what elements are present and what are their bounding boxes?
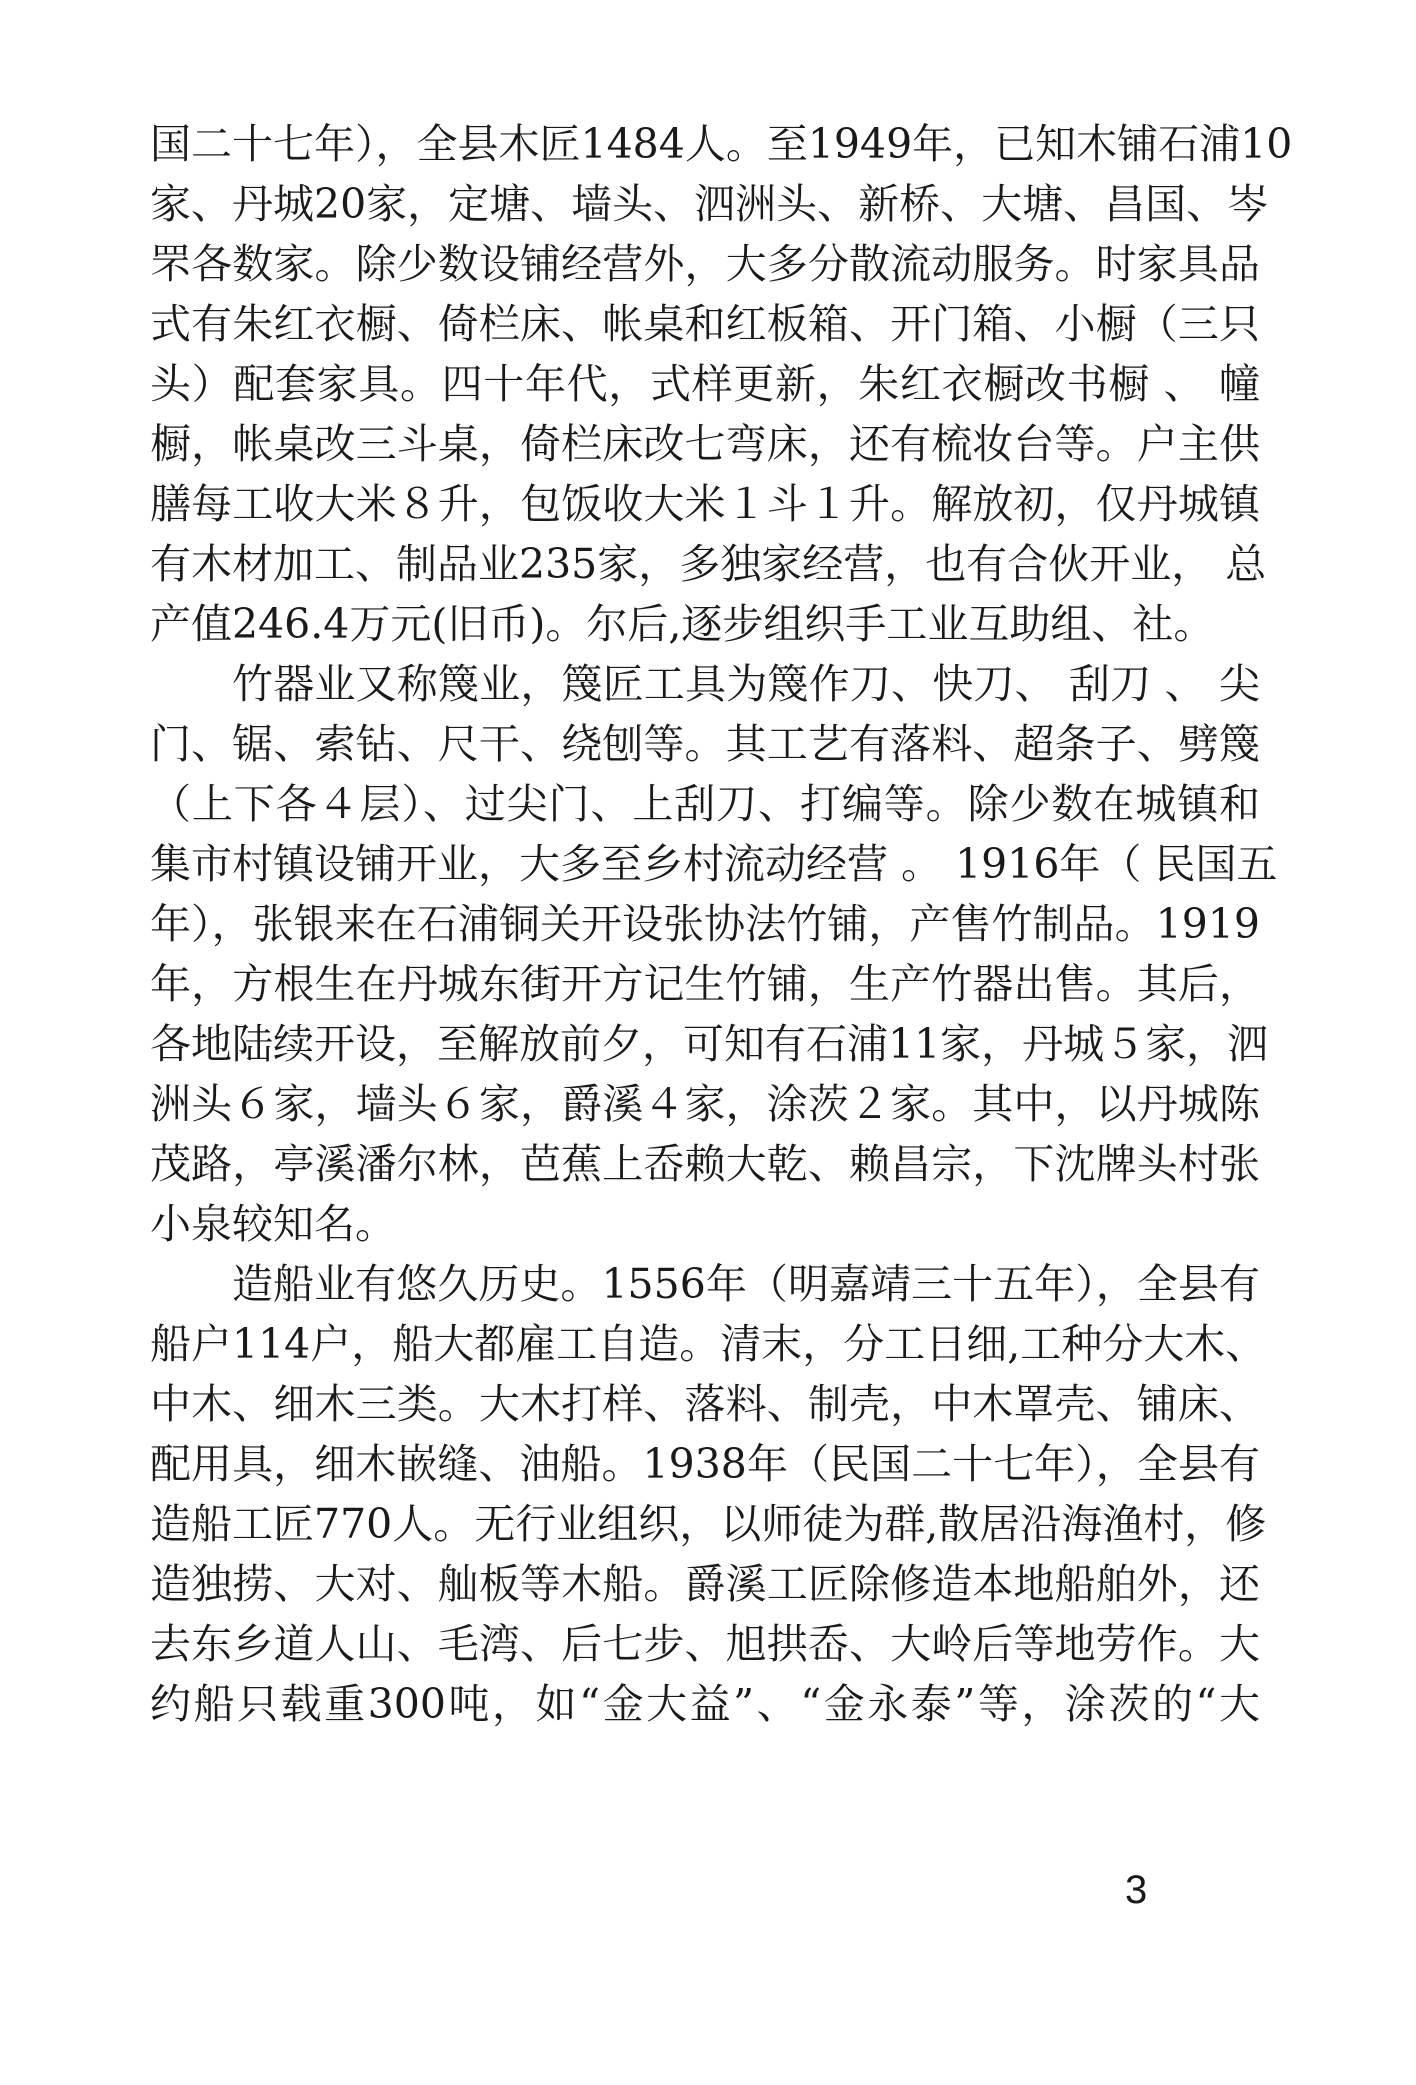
text-line: 约船只载重300吨，如“金大益”、“金永泰”等，涂茨的“大	[150, 1680, 1260, 1728]
text-line: 产值246.4万元(旧币)。尔后,逐步组织手工业互助组、社。	[150, 600, 1215, 648]
text-line: 中木、细木三类。大木打样、落料、制壳，中木罩壳、铺床、	[150, 1380, 1260, 1428]
text-line: 头）配套家具。四十年代，式样更新，朱红衣橱改书橱 、 幢	[150, 360, 1260, 408]
text-line: 配用具，细木嵌缝、油船。1938年（民国二十七年），全县有	[150, 1440, 1260, 1488]
text-line: 橱，帐桌改三斗桌，倚栏床改七弯床，还有梳妆台等。户主供	[150, 420, 1260, 468]
text-line: 膳每工收大米８升，包饭收大米１斗１升。解放初，仅丹城镇	[150, 480, 1260, 528]
text-line: 造船业有悠久历史。1556年（明嘉靖三十五年），全县有	[232, 1260, 1260, 1308]
text-line: 年），张银来在石浦铜关开设张协法竹铺，产售竹制品。1919	[150, 900, 1260, 948]
text-line: 国二十七年），全县木匠1484人。至1949年，已知木铺石浦10	[150, 120, 1293, 168]
text-line: 去东乡道人山、毛湾、后七步、旭拱岙、大岭后等地劳作。大	[150, 1620, 1260, 1668]
text-line: 式有朱红衣橱、倚栏床、帐桌和红板箱、开门箱、小橱（三只	[150, 300, 1260, 348]
text-line: 茂路，亭溪潘尔林，芭蕉上岙赖大乾、赖昌宗，下沈牌头村张	[150, 1140, 1260, 1188]
page-number: 3	[1125, 1868, 1148, 1912]
text-line: 船户114户，船大都雇工自造。清末，分工日细,工种分大木、	[150, 1320, 1267, 1368]
text-line: 各地陆续开设，至解放前夕，可知有石浦11家，丹城５家，泗	[150, 1020, 1269, 1068]
text-line: 有木材加工、制品业235家，多独家经营，也有合伙开业， 总	[150, 540, 1267, 588]
text-line: 造船工匠770人。无行业组织，以师徒为群,散居沿海渔村，修	[150, 1500, 1267, 1548]
text-line: 洲头６家，墙头６家，爵溪４家，涂茨２家。其中，以丹城陈	[150, 1080, 1260, 1128]
text-line: 罘各数家。除少数设铺经营外，大多分散流动服务。时家具品	[150, 240, 1260, 288]
text-line: 小泉较知名。	[150, 1200, 396, 1248]
text-line: 家、丹城20家，定塘、墙头、泗洲头、新桥、大塘、昌国、岑	[150, 180, 1269, 228]
text-line: 造独捞、大对、舢板等木船。爵溪工匠除修造本地船舶外，还	[150, 1560, 1260, 1608]
text-line: 竹器业又称篾业，篾匠工具为篾作刀、快刀、 刮刀 、 尖	[232, 660, 1260, 708]
text-line: 年，方根生在丹城东街开方记生竹铺，生产竹器出售。其后，	[150, 960, 1260, 1008]
text-line: 门、锯、索钻、尺干、绕刨等。其工艺有落料、超条子、劈篾	[150, 720, 1260, 768]
text-line: （上下各４层）、过尖门、上刮刀、打编等。除少数在城镇和	[150, 780, 1260, 828]
text-line: 集市村镇设铺开业，大多至乡村流动经营 。 1916年（ 民国五	[150, 840, 1278, 888]
